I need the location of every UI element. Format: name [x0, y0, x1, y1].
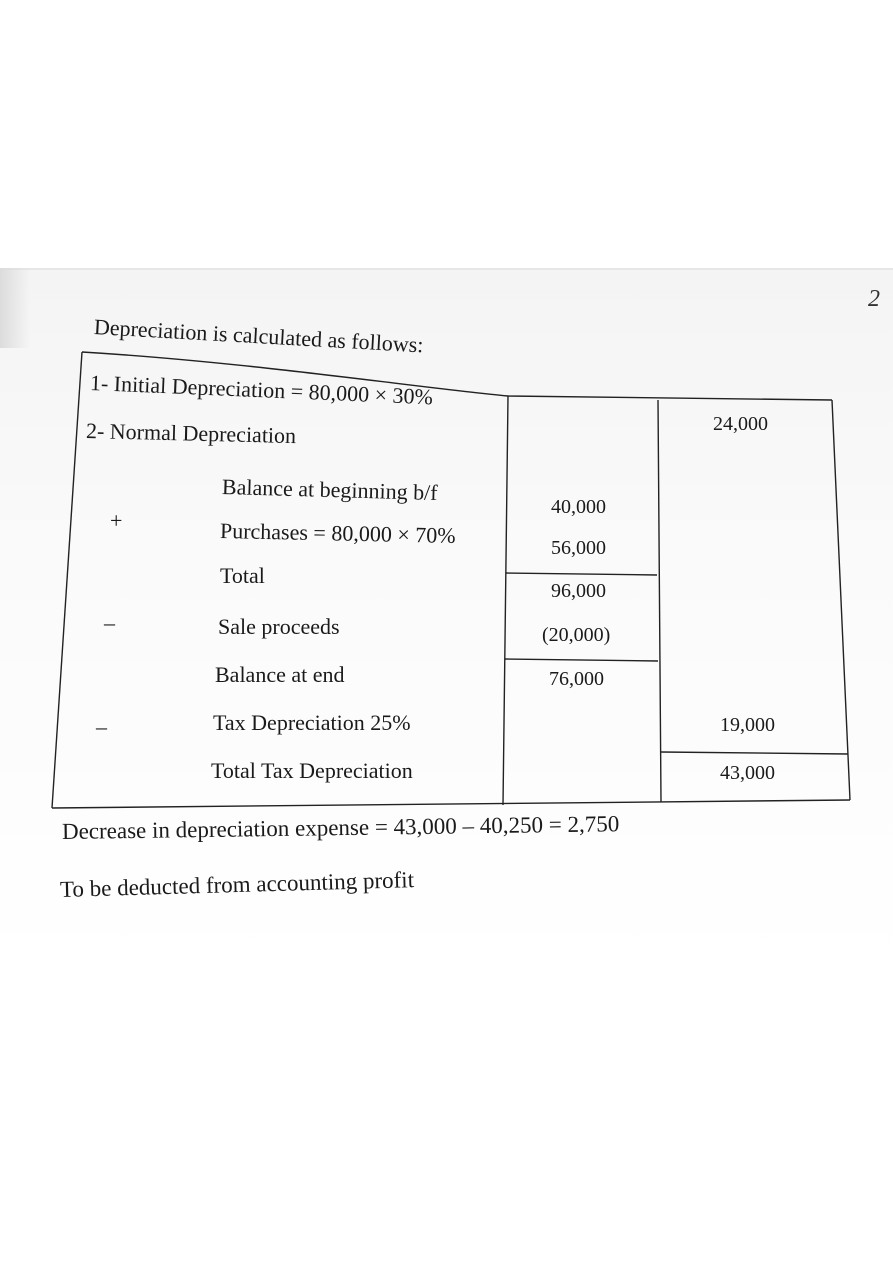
column-divider-2 [658, 400, 661, 802]
column-divider-1 [503, 396, 508, 805]
tax-depreciation-label: Tax Depreciation 25% [213, 710, 411, 735]
sale-proceeds-value: (20,000) [542, 624, 611, 646]
sale-proceeds-label: Sale proceeds [218, 614, 340, 639]
total-value: 96,000 [551, 580, 606, 602]
initial-depreciation-label: 1- Initial Depreciation = 80,000 × 30% [89, 370, 434, 410]
sale-proceeds-sign: – [104, 610, 115, 635]
subtotal-line-balance-end [505, 659, 658, 661]
deduction-note: To be deducted from accounting profit [59, 867, 415, 902]
table-left-border [52, 352, 82, 808]
page-number: 2 [868, 286, 880, 312]
balance-beginning-label: Balance at beginning b/f [221, 474, 438, 506]
decrease-in-depreciation-text: Decrease in depreciation expense = 43,000 – 40,250 = 2,750 [61, 811, 620, 844]
purchases-sign: + [110, 508, 123, 533]
balance-beginning-value: 40,000 [551, 496, 606, 518]
intro-text: Depreciation is calculated as follows: [93, 314, 425, 358]
subtotal-line-total-tax [661, 752, 848, 754]
tax-depreciation-sign: – [96, 714, 107, 739]
total-label: Total [220, 563, 265, 588]
subtotal-line-total [506, 573, 657, 575]
balance-end-label: Balance at end [215, 662, 345, 687]
normal-depreciation-heading: 2- Normal Depreciation [85, 418, 297, 449]
purchases-value: 56,000 [551, 537, 606, 559]
total-tax-depreciation-label: Total Tax Depreciation [211, 758, 413, 783]
initial-depreciation-value: 24,000 [713, 413, 768, 435]
total-tax-depreciation-value: 43,000 [720, 762, 775, 784]
table-bottom-border [52, 800, 850, 808]
balance-end-value: 76,000 [549, 668, 604, 690]
tax-depreciation-value: 19,000 [720, 714, 775, 736]
table-right-border [832, 400, 850, 800]
purchases-label: Purchases = 80,000 × 70% [219, 518, 456, 548]
